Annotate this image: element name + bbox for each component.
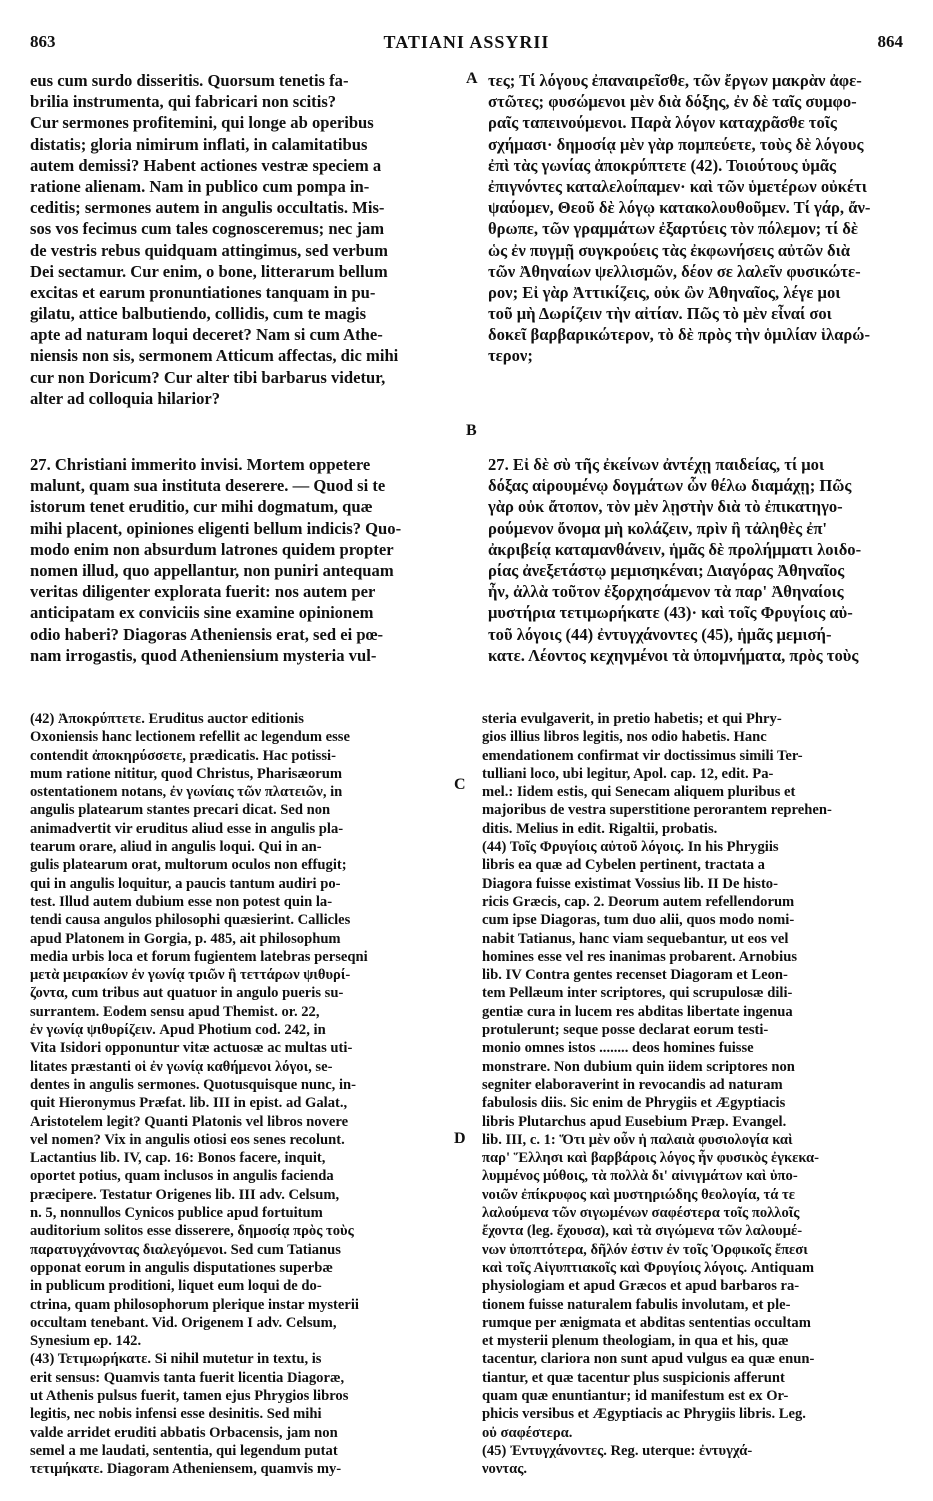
text-line: tendi causa angulos philosophi quæsierint. Callicles bbox=[30, 912, 351, 929]
text-line: surrantem. Eodem sensu apud Themist. or. 22, bbox=[30, 1003, 320, 1020]
text-line: Aristotelem legit? Quanti Platonis vel libros novere bbox=[30, 1113, 349, 1130]
text-line: ρον; Εἰ γὰρ Ἀττικίζεις, οὐκ ὢν Ἀθηναῖος, λέγε μοι bbox=[488, 282, 841, 302]
text-line: τοῦ μὴ Δωρίζειν τὴν αἰτίαν. Πῶς τὸ μὲν εἶναί σοι bbox=[488, 304, 832, 324]
text-line: dentes in angulis sermones. Quotusquisque nunc, in- bbox=[30, 1076, 357, 1093]
text-line: test. Illud autem dubium esse non potest quin la- bbox=[30, 893, 333, 910]
text-line: et mysterii plenum theologiam, in qua et his, quæ bbox=[482, 1333, 789, 1350]
text-line: nomen illud, quo appellantur, non puniri antequam bbox=[30, 560, 394, 580]
text-line: excitas et earum pronuntiationes tanquam in pu- bbox=[30, 282, 376, 302]
running-title: TATIANI ASSYRII bbox=[383, 32, 550, 52]
text-line: ἐπὶ τὰς γωνίας ἀποκρύπτετε (42). Τοιούτους ὑμᾶς bbox=[488, 155, 837, 175]
text-line: δόξας αἱρουμένῳ δογμάτων ὧν θέλω διαμάχῃ; Πῶς bbox=[488, 476, 852, 496]
text-line: gios illius libros legitis, nos odio habetis. Hanc bbox=[482, 729, 767, 746]
text-line: phicis versibus et Ægyptiacis ac Phrygiis libris. Leg. bbox=[482, 1406, 806, 1423]
text-line: νοντας. bbox=[482, 1461, 528, 1478]
text-line: animadvertit vir eruditus aliud esse in angulis pla- bbox=[30, 820, 344, 837]
text-line: nabit Tatianus, hanc viam sequebantur, ut eos vel bbox=[482, 930, 789, 947]
text-line: καὶ τοῖς Αἰγυπτιακοῖς καὶ Φρυγίοις λόγοις. Antiquam bbox=[482, 1259, 814, 1276]
text-line: rumque per ænigmata et abditas sententias occultam bbox=[482, 1314, 811, 1331]
text-line: ratione alienam. Nam in publico cum pompa in- bbox=[30, 176, 370, 196]
text-line: homines esse vel res inanimas probarent. Arnobius bbox=[482, 948, 798, 965]
text-line: modo enim non absurdum latrones quidem propter bbox=[30, 539, 394, 559]
text-line: præcipere. Testatur Origenes lib. III adv. Celsum, bbox=[30, 1186, 340, 1203]
text-line: Vita Isidori opponuntur vitæ actuosæ ac multas uti- bbox=[30, 1040, 353, 1057]
text-line: opponat eorum in angulis disputationes superbæ bbox=[30, 1259, 333, 1276]
text-line: lib. IV Contra gentes recenset Diagoram et Leon- bbox=[482, 967, 788, 984]
text-line: ostentationem notans, ἐν γωνίαις τῶν πλατειῶν, in bbox=[30, 784, 343, 801]
text-line: tearum orare, aliud in angulis loqui. Qui in an- bbox=[30, 839, 322, 856]
latin-text-chapter-27 bbox=[30, 454, 462, 666]
text-line: λαλούμενα τῶν σιγωμένων σαφέστερα τοῖς πολλοῖς bbox=[482, 1205, 800, 1222]
text-line: (45) Ἐντυγχάνοντες. Reg. uterque: ἐντυγχά- bbox=[482, 1442, 753, 1459]
text-line: μυστήρια τετιμωρήκατε (43)· καὶ τοῖς Φρυγίοις αὐ- bbox=[488, 603, 853, 623]
text-line: στῶτες; φυσώμενοι μὲν διὰ δόξης, ἐν δὲ ταῖς συμφο- bbox=[488, 92, 857, 112]
text-line: litates præstanti οἱ ἐν γωνίᾳ καθήμενοι λόγοι, se- bbox=[30, 1058, 333, 1075]
text-line: τερον; bbox=[488, 346, 533, 366]
latin-text-top bbox=[30, 70, 462, 409]
text-line: niensis non sis, sermonem Atticum affectas, dic mihi bbox=[30, 346, 399, 366]
text-line: tionem fuisse naturalem fabulis involutam, et ple- bbox=[482, 1296, 791, 1313]
text-line: segniter elaboraverint in revocandis ad naturam bbox=[482, 1076, 783, 1093]
text-line: apud Platonem in Gorgia, p. 485, ait philosophum bbox=[30, 930, 341, 947]
text-line: Lactantius lib. IV, cap. 16: Bonos facere, inquit, bbox=[30, 1150, 326, 1167]
text-line: ρίας ἀνεξετάστῳ μεμισηκέναι; Διαγόρας Ἀθηναῖος bbox=[488, 560, 845, 580]
text-line: libris ea quæ ad Cybelen pertinent, tractata a bbox=[482, 857, 765, 874]
text-line: brilia instrumenta, qui fabricari non scitis? bbox=[30, 92, 337, 112]
text-line: mihi placent, opiniones eligenti bellum indicis? Quo- bbox=[30, 518, 402, 538]
text-line: legitis, nec nobis infensi esse desinitis. Sed mihi bbox=[30, 1406, 322, 1423]
text-line: de vestris rebus quidquam attingimus, sed verbum bbox=[30, 240, 388, 260]
text-line: παρ' Ἕλλησι καὶ βαρβάροις λόγος ἦν φυσικὸς ἐγκεκα- bbox=[482, 1150, 820, 1167]
text-line: ὡς ἐν πυγμῇ συγκρούεις τὰς ἐκφωνήσεις αὐτῶν διὰ bbox=[488, 240, 851, 260]
text-line: lib. III, c. 1: Ὅτι μὲν οὖν ἡ παλαιὰ φυσιολογία καὶ bbox=[482, 1131, 793, 1148]
text-line: autem demissi? Habent actiones vestræ speciem a bbox=[30, 155, 382, 175]
page-number-left: 863 bbox=[30, 32, 56, 51]
footnotes-right bbox=[482, 710, 906, 1478]
text-line: erit sensus: Quamvis tanta fuerit licentia Diagoræ, bbox=[30, 1369, 345, 1386]
text-line: (42) Ἀποκρύπτετε. Eruditus auctor editionis bbox=[30, 711, 304, 727]
text-line: oportet potius, quam inclusos in angulis facienda bbox=[30, 1168, 334, 1185]
text-line: ctrina, quam philosophorum plerique instar mysterii bbox=[30, 1296, 359, 1313]
text-line: anticipatam ex conviciis sine examine opinionem bbox=[30, 603, 374, 623]
text-line: Dei sectamur. Cur enim, o bone, litterarum bellum bbox=[30, 261, 388, 281]
text-line: ἐν γωνίᾳ ψιθυρίζειν. Apud Photium cod. 242, in bbox=[30, 1022, 326, 1039]
text-line: 27. Εἰ δὲ σὺ τῆς ἐκείνων ἀντέχῃ παιδείας, τί μοι bbox=[488, 455, 825, 474]
text-line: ψαύομεν, Θεοῦ δὲ λόγῳ κατακολουθοῦμεν. Τί γάρ, ἄν- bbox=[488, 198, 871, 218]
text-line: malunt, quam sua instituta deserere. — Quod si te bbox=[30, 476, 386, 496]
text-line: nam irrogastis, quod Atheniensium mysteria vul- bbox=[30, 645, 377, 665]
text-line: monstrare. Non dubium quin iidem scriptores non bbox=[482, 1058, 795, 1075]
text-line: ἀκριβείᾳ καταμανθάνειν, ἡμᾶς δὲ προλήμματι λοιδο- bbox=[488, 539, 862, 559]
text-line: νοιῶν ἐπίκρυφος καὶ μυστηριώδης θεολογία, τά τε bbox=[482, 1186, 795, 1203]
text-line: mel.: Iidem estis, qui Senecam aliquem pluribus et bbox=[482, 784, 796, 801]
text-line: istorum tenet eruditio, cur mihi dogmatum, quæ bbox=[30, 497, 373, 517]
text-line: cum ipse Diagoras, tum duo alii, quos modo nomi- bbox=[482, 912, 795, 929]
text-line: λυμμένος μύθοις, τὰ πολλὰ δι' αἰνιγμάτων καὶ ὑπο- bbox=[482, 1168, 798, 1185]
text-line: distatis; gloria nimirum inflati, in calamitatibus bbox=[30, 134, 368, 154]
text-line: ricis Græcis, cap. 2. Deorum autem refellendorum bbox=[482, 893, 795, 910]
text-line: τοῦ λόγοις (44) ἐντυγχάνοντες (45), ἡμᾶς μεμισή- bbox=[488, 624, 832, 644]
text-line: οὐ σαφέστερα. bbox=[482, 1424, 573, 1441]
text-line: mum ratione nititur, quod Christus, Pharisæorum bbox=[30, 765, 343, 782]
text-line: γὰρ οὐκ ἄτοπον, τὸν μὲν λῃστὴν διὰ τὸ ἐπικατηγο- bbox=[488, 497, 843, 517]
text-line: eus cum surdo disseritis. Quorsum tenetis fa- bbox=[30, 71, 349, 90]
text-line: ut Athenis pulsus fuerit, tamen ejus Phrygios libros bbox=[30, 1387, 349, 1404]
text-line: ραῖς ταπεινούμενοι. Παρὰ λόγον καταχρᾶσθε τοῖς bbox=[488, 113, 837, 133]
text-line: protulerunt; seque posse declarat eorum testi- bbox=[482, 1022, 769, 1039]
text-line: tacentur, clariora non sunt apud vulgus ea quæ enun- bbox=[482, 1351, 815, 1368]
text-line: (43) Τετιμωρήκατε. Si nihil mutetur in textu, is bbox=[30, 1351, 322, 1368]
text-line: tulliani loco, ubi legitur, Apol. cap. 12, edit. Pa- bbox=[482, 765, 774, 782]
text-line: ἐπιγνόντες καταλελοίπαμεν· καὶ τῶν ὑμετέρων οὐκέτι bbox=[488, 176, 867, 196]
text-line: (44) Τοῖς Φρυγίοις αὐτοῦ λόγοις. In his Phrygiis bbox=[482, 839, 779, 856]
text-line: κατε. Λέοντος κεχηνμένοι τὰ ὑπομνήματα, πρὸς τοὺς bbox=[488, 645, 859, 665]
margin-letter-b: B bbox=[466, 422, 477, 439]
text-line: 27. Christiani immerito invisi. Mortem oppetere bbox=[30, 455, 371, 474]
text-line: monio omnes istos ........ deos homines fuisse bbox=[482, 1040, 754, 1057]
text-line: tem Pellæum inter scriptores, qui scrupulosæ dili- bbox=[482, 985, 793, 1002]
text-line: παρατυγχάνοντας διαλεγόμενοι. Sed cum Tatianus bbox=[30, 1241, 341, 1258]
text-line: cur non Doricum? Cur alter tibi barbarus videtur, bbox=[30, 367, 386, 387]
text-line: vel nomen? Vix in angulis otiosi eos senes recolunt. bbox=[30, 1131, 345, 1148]
text-line: media urbis loca et forum fugientem latebras perseqni bbox=[30, 948, 368, 965]
margin-letter-d: D bbox=[454, 1130, 466, 1147]
text-line: Cur sermones profitemini, qui longe ab operibus bbox=[30, 113, 374, 133]
text-line: steria evulgaverit, in pretio habetis; et qui Phry- bbox=[482, 711, 782, 727]
text-line: in publicum proditioni, liquet eum loqui de do- bbox=[30, 1278, 322, 1295]
text-line: θρωπε, τῶν γραμμάτων ἐξαρτύεις τὸν πόλεμον; τί δὲ bbox=[488, 219, 858, 239]
text-line: alter ad colloquia hilarior? bbox=[30, 388, 221, 408]
text-line: gulis platearum orat, multorum oculos non effugit; bbox=[30, 857, 347, 874]
text-line: δοκεῖ βαρβαρικώτερον, τὸ δὲ πρὸς τὴν ὁμιλίαν ἱλαρώ- bbox=[488, 325, 870, 345]
text-line: ζοντα, cum tribus aut quatuor in angulo pueris su- bbox=[30, 985, 344, 1002]
text-line: τῶν Ἀθηναίων ψελλισμῶν, δέον σε λαλεῖν φυσικώτε- bbox=[488, 261, 861, 281]
footnotes-left bbox=[30, 710, 444, 1478]
text-line: τετιμήκατε. Diagoram Atheniensem, quamvis my- bbox=[30, 1461, 342, 1478]
text-line: ceditis; sermones autem in angulis occultatis. Mis- bbox=[30, 198, 385, 218]
text-line: ρούμενον ὄνομα μὴ κολάζειν, πρὶν ἢ τἀληθὲς ἐπ' bbox=[488, 518, 828, 538]
text-line: fabulosis diis. Sic enim de Phrygiis et Ægyptiacis bbox=[482, 1095, 786, 1112]
text-line: majoribus de vestra superstitione perorantem reprehen- bbox=[482, 802, 832, 819]
text-line: libris Plutarchus apud Eusebium Præp. Evangel. bbox=[482, 1113, 787, 1130]
text-line: angulis platearum stantes precari dicat. Sed non bbox=[30, 802, 331, 819]
text-line: valde arridet eruditi abbatis Orbacensis, jam non bbox=[30, 1424, 338, 1441]
text-line: quit Hieronymus Præfat. lib. III in epist. ad Galat., bbox=[30, 1095, 348, 1112]
text-line: Synesium ep. 142. bbox=[30, 1333, 142, 1350]
text-line: Oxoniensis hanc lectionem refellit ac legendum esse bbox=[30, 729, 350, 746]
text-line: tiantur, et quæ tacentur plus suspicionis afferunt bbox=[482, 1369, 785, 1386]
text-line: sos vos fecimus cum tales cognosceremus; nec jam bbox=[30, 219, 385, 239]
text-line: Diagora fuisse existimat Vossius lib. II De histo- bbox=[482, 875, 778, 892]
text-line: occultam tenebant. Vid. Origenem I adv. Celsum, bbox=[30, 1314, 337, 1331]
margin-letter-c: C bbox=[454, 776, 466, 793]
text-line: τες; Τί λόγους ἐπαναιρεῖσθε, τῶν ἔργων μακρὰν ἀφε- bbox=[488, 71, 862, 90]
text-line: physiologiam et apud Græcos et apud barbaros ra- bbox=[482, 1278, 800, 1295]
text-line: ἔχοντα (leg. ἔχουσα), καὶ τὰ σιγώμενα τῶν λαλουμέ- bbox=[482, 1223, 803, 1240]
text-line: n. 5, nonnullos Cynicos publice apud fortuitum bbox=[30, 1205, 323, 1222]
text-line: veritas diligenter explorata fuerit: nos autem per bbox=[30, 582, 376, 602]
text-line: odio haberi? Diagoras Atheniensis erat, sed ei pœ- bbox=[30, 624, 384, 644]
text-line: ditis. Melius in edit. Rigaltii, probatis. bbox=[482, 820, 718, 837]
text-line: νων ὑποπτότερα, δῆλόν ἐστιν ἐν τοῖς Ὀρφικοῖς ἔπεσι bbox=[482, 1241, 808, 1258]
text-line: quam quæ enuntiantur; id manifestum est ex Or- bbox=[482, 1387, 789, 1404]
text-line: gilatu, attice balbutiendo, collidis, cum te magis bbox=[30, 304, 367, 324]
greek-text-chapter-27 bbox=[488, 454, 906, 666]
text-line: semel a me laudati, sententia, qui legendum putat bbox=[30, 1442, 338, 1459]
text-line: ἦν, ἀλλὰ τοῦτον ἐξορχησάμενον τὰ παρ' Ἀθηναίοις bbox=[488, 582, 844, 602]
text-line: apte ad naturam loqui deceret? Nam si cum Athe- bbox=[30, 325, 383, 345]
page-number-right: 864 bbox=[877, 32, 903, 51]
text-line: auditorium solitos esse disserere, δημοσίᾳ πρὸς τοὺς bbox=[30, 1223, 354, 1240]
greek-text-top bbox=[488, 70, 906, 367]
text-line: emendationem confirmat vir doctissimus simili Ter- bbox=[482, 747, 803, 764]
text-line: contendit ἀποκηρύσσετε, prædicatis. Hac potissi- bbox=[30, 747, 336, 764]
text-line: μετὰ μειρακίων ἐν γωνίᾳ τριῶν ἢ τεττάρων ψιθυρί- bbox=[30, 967, 351, 984]
margin-letter-a: A bbox=[466, 70, 478, 87]
text-line: σχήμασι· δημοσίᾳ μὲν γὰρ πομπεύετε, τοὺς δὲ λόγους bbox=[488, 134, 864, 154]
text-line: qui in angulis loquitur, a paucis tantum audiri po- bbox=[30, 875, 341, 892]
text-line: gentiæ cura in lucem res abditas libertate ingenua bbox=[482, 1003, 793, 1020]
